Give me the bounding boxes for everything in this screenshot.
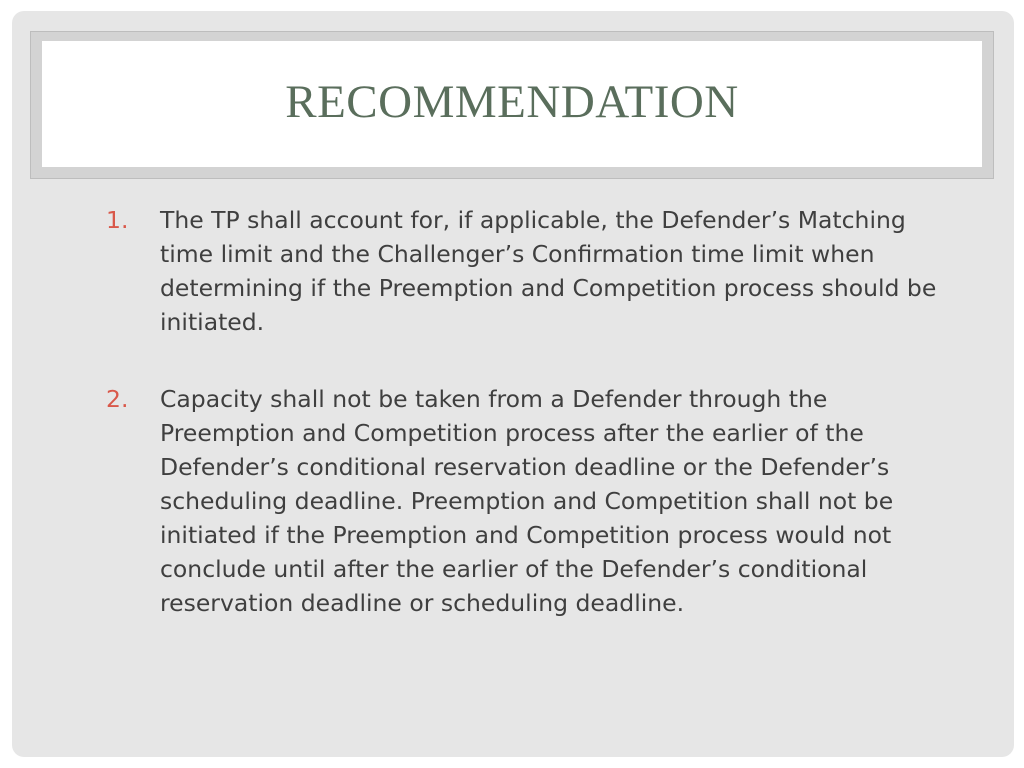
title-box bbox=[42, 41, 982, 167]
list-item bbox=[106, 203, 966, 339]
list-number: 1. bbox=[106, 206, 129, 234]
list-item-text: The TP shall account for, if applicable, the Defender’s Matching time limit and the Challenger’s Confirmation time limit when determining if the Preemption and Competition process should be initiated. bbox=[160, 206, 937, 336]
title-frame bbox=[30, 31, 994, 179]
recommendation-list bbox=[106, 203, 966, 620]
list-number: 2. bbox=[106, 385, 129, 413]
list-item bbox=[106, 382, 966, 620]
list-item-text: Capacity shall not be taken from a Defender through the Preemption and Competition process after the earlier of the Defender’s conditional reservation deadline or the Defender’s scheduling deadline. Preemption and Competition shall not be initiated if the Preemption and Competition process would not conclude until after the earlier of the Defender’s conditional reservation deadline or scheduling deadline. bbox=[160, 385, 894, 617]
slide bbox=[12, 11, 1014, 757]
slide-title: RECOMMENDATION bbox=[285, 76, 739, 128]
